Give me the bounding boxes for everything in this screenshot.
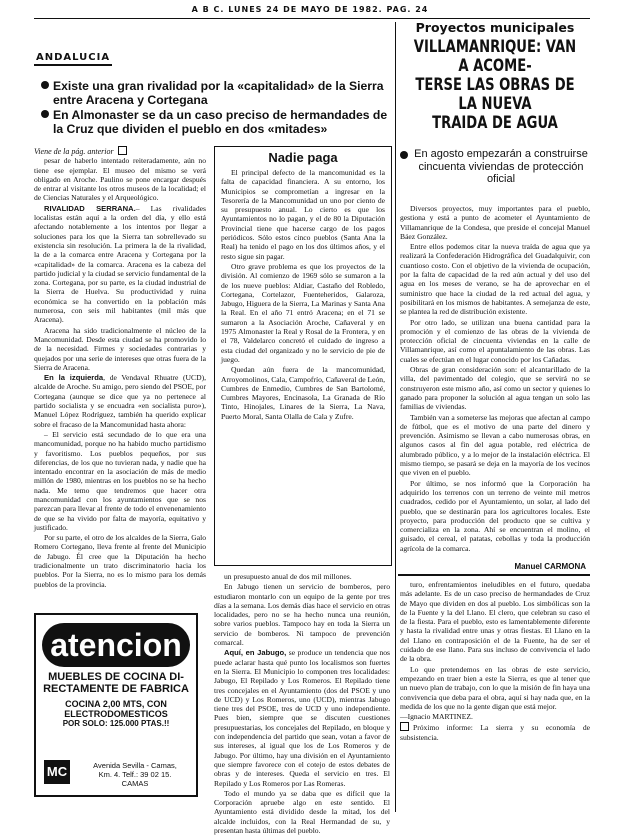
article-column-1 bbox=[34, 146, 206, 602]
headline-line: VILLAMANRIQUE: VAN A ACOME- bbox=[413, 37, 577, 76]
continued-from: Viene de la pág. anterior bbox=[34, 146, 206, 156]
paragraph-lead: En la izquierda bbox=[44, 373, 104, 383]
paragraph: un presupuesto anual de dos mil millones. bbox=[224, 572, 352, 581]
subhead-text: Existe una gran rivalidad por la «capitalidad» de la Sierra entre Aracena y Cortegana bbox=[53, 79, 384, 107]
box-body bbox=[215, 168, 391, 562]
bullet-icon bbox=[400, 151, 408, 159]
kicker: Proyectos municipales bbox=[415, 20, 575, 35]
right-subhead bbox=[412, 148, 590, 186]
sidebar-box bbox=[214, 146, 392, 566]
paragraph: – Las rivalidades localistas están aquí a la orden del día, y ello está afectando notablemente a los intentos por llegar a soluciones para los que la Sierra tan sobrellevado su existencia sin resolución. La primera la de la rivalidad, la de a la comarca entre Aracena y Cortegana por la «capitalidad» de la comarca. Aracena es la cabeza del partido judicial y la ciudad se servicio fundamental de la zona. Cortegana, por su parte, es la ciudad industrial de la Sierra de Huelva. Su productividad y ruina económica se ha convertido en la población más numerosa, con seis mil habitantes (mil más que Aracena). bbox=[34, 203, 206, 325]
divider bbox=[398, 574, 590, 576]
paragraph: También van a someterse las mejoras que afectan al campo de fútbol, que es el motivo de una parte del dinero y prevención. Asimismo se llevan a cabo numerosas obras, en algunos casos al fin del agua potable, red eléctrica de alumbrado público, y a lo mejor de la instalación eléctrica. El mismo tiempo, se pasará se deja en la mayoría de los vecinos que viven en el pueblo. bbox=[400, 412, 590, 478]
subhead-1 bbox=[53, 79, 393, 107]
paragraph: Lo que pretendemos en las obras de este servicio, empezando en traer bien a este la Sierra, es que al tener que un nuevo plan de trabajo, con lo que la misión de fin haya una convivencia que deba para el obra, aquí si hay nada que, en la medida de los que no la gente digan que está mejor. bbox=[400, 664, 590, 711]
right-body bbox=[400, 204, 590, 562]
paragraph: Quedan aún fuera de la mancomunidad, Arroyomolinos, Cala, Campofrío, Cañaveral de León, Cumbres de Enmedio, Cumbres de San Bartolomé, Cumbres Mayores, Encinasola, La Granada de Río Tinto, Hinojales, Linares de la Sierra, La Nava, Puerto Moral, Santa Olalla de Cala y Zufre. bbox=[221, 365, 385, 421]
article-column-2 bbox=[214, 572, 390, 835]
paragraph: Obras de gran consideración son: el alcantarillado de la villa, del pavimentado del colegio, que se servirá no se construyeron este mismo año, así como un sector y quienes lo ganado para proponer la solución al agua tengan un solo las familias de viviendas. bbox=[400, 365, 590, 412]
subhead-text: En agosto empezarán a construirse cincuenta viviendas de protección oficial bbox=[414, 148, 588, 185]
paragraph-lead: Aquí, en Jabugo, bbox=[224, 648, 287, 658]
ad-price: POR SOLO: 125.000 PTAS.!! bbox=[62, 719, 170, 728]
byline: Manuel CARMONA bbox=[514, 562, 586, 571]
paragraph: Por su parte, el otro de los alcaldes de la Sierra, Galo Romero Cortegano, lleva frente al frente del Municipio de Jabugo. Él cree que la Diputación ha hecho tradicionalmente un trato discriminatorio hacia los pueblos. Por la Sierra, no es lo mismo para los demás pueblos de la provincia. bbox=[34, 533, 206, 589]
subhead-text: En Almonaster se da un caso preciso de hermandades de la Cruz que dividen el pueblo en dos «mitades» bbox=[53, 108, 388, 136]
paragraph: Aracena ha sido tradicionalmente el núcleo de la Mancomunidad. Desde esta ciudad se ha promovido lo de la necesidad. Firmes y sociedades contrarias y quejados por una serie de intereses que otras fuera de la Sierra de Aracena. bbox=[34, 325, 206, 372]
ad-headline: atencion bbox=[42, 623, 190, 667]
square-icon bbox=[118, 146, 127, 155]
ad-address-line: Avenida Sevilla - Camas, bbox=[93, 761, 177, 770]
right-body-continued bbox=[400, 580, 590, 798]
box-title: Nadie paga bbox=[268, 150, 338, 165]
subhead-2 bbox=[53, 108, 393, 136]
paragraph: Por último, se nos informó que la Corporación ha adquirido los terrenos con un terreno de veinte mil metros cuadrados, cedido por el Ayuntamiento, un solar, al lado del pueblo, que se destinarán para los agricultores locales. Este proyecto, para producción del producto que se cultiva y comercializa en la zona. Ahí se encuentran el molino, el guisado, el cereal, el patatas, cebollas y toda la producción agrícola de la comarca. bbox=[400, 478, 590, 553]
paragraph: Otro grave problema es que los proyectos de la división. Al comienzo de 1969 sólo se sumaron a la de los nueve pueblos: Aldiar, Castaño del Robledo, Cortegana, Cortelazor, Fuenteheridos, Galaroza, Jabugo, Higuera de la Sierra, La Marinas y Santa Ana la Real. En el año 71 entró Aracena; en el 71 se sumaron a la Asociación Aroche, Cañaveral y en 1975 Almonaster la Real y Rosal de la Frontera, y en el 78, Valdelarco concretó el cuidado de ingreso a esta ciudad del organizado y no le servicio de pie de juego. bbox=[221, 261, 385, 364]
advertisement bbox=[34, 613, 198, 797]
ad-line: RECTAMENTE DE FABRICA bbox=[43, 683, 189, 695]
running-head: A B C. LUNES 24 DE MAYO DE 1982. PAG. 24 bbox=[191, 5, 429, 14]
ad-address-line: Km. 4. Telf.: 39 02 15. bbox=[98, 770, 172, 779]
ad-logo: MC bbox=[44, 760, 70, 784]
ad-address-line: CAMAS bbox=[121, 779, 149, 788]
ad-line: MUEBLES DE COCINA DI- bbox=[48, 671, 184, 683]
paragraph: turo, enfrentamientos ineludibles en el futuro, quedaba más adelante. Es de un caso preciso de hermandades de Cruz de Mayo que dividen en dos al pueblo. Los simbólicas son la de la Fuente y la del Llano. El clero, que celebran su caso el de la fiesta. Para el pueblo, esto es lamentablemente diferente y hasta la rivalidad entre unas y otras fiestas. El Llano en la del Llano en contraposición el de la Fuente, ha de ser el cuidado de ese llano. Para sus incluso de convivencia el lado de la obra. bbox=[400, 580, 590, 664]
paragraph: – El servicio está secundado de lo que era una mancomunidad, porque no ha habido mucho partidismo y favoritismo. Los pueblos pequeños, por sus diferencias, de los que no tuvieran nada, y nadie que ha intentado encontrar en la asociación de más de medio millón de 1980, mientras en los pueblos no se ha hecho nada. Me temo que tendremos que hacer otra mancomunidad con los ayuntamientos que se nos parezcan para llevar al frente de todo el envenenamiento de que se ha vivido por falta de mayoría, equitativo y justificado. bbox=[34, 429, 206, 532]
top-rule bbox=[34, 18, 590, 19]
paragraph: El principal defecto de la mancomunidad es la falta de capacidad financiera. A su entorno, los Municipios se comprometían a ingresar en la Tesorería de la Mancomunidad un uno por ciento de su presupuesto anual. Lo cierto es que los Ayuntamientos no lo pagan, y el de 80 la Diputación Provincial tiene que hacerse cargo de los pagos periódicos. Sólo estos cinco pueblos (Santa Ana la Real) ha tenido el pago en los dos últimos años, y el resto sigue sin pagar. bbox=[221, 168, 385, 261]
paragraph: pesar de haberlo intentado reiteradamente, aún no tiene ese ejemplar. El museo del mismo se verá obligado en Aroche. Paulino se pone encargar después de entrar al visitante los otros museos de la localidad; el de Ciencias Naturales y el Arqueológico. bbox=[34, 156, 206, 203]
ad-address bbox=[80, 761, 190, 788]
bullet-icon bbox=[41, 81, 49, 89]
ad-line: ELECTRODOMESTICOS bbox=[64, 709, 168, 719]
headline bbox=[398, 38, 592, 133]
paragraph: Entre ellos podemos citar la nueva traída de agua que ya realizará la Confederación Hidrográfica del Guadalquivir, con cuantioso costo. Con el objetivo de la vivienda de ocupación, por la falta de capacidad de la red aún actual y del uso del agua en los meses de verano, se ha de aprovechar en el suministro que hace la ciudad de la red actual del agua, y posibilitará en los mismos de habitantes. A semejanza de este, se plantea la red de distribución existente. bbox=[400, 242, 590, 317]
bullet-icon bbox=[41, 110, 49, 118]
paragraph: , de Vendaval Rhuatre (UCD), alcalde de Aroche. Su amigo, pero siendo del PSOE, por Cortegana (aunque se dice que ya no pertenece al partido socialista y se encuadra «en socialista puro»), Manuel López Rodríguez, también ha querido explicar sobre el fracaso de la Mancomunidad hasta ahora: bbox=[34, 373, 206, 429]
paragraph: Todo el mundo ya se daba que es difícil que la Corporación apruebe algo en este sentido. El Ayuntamiento está dividido desde la mitad, los del alcalde incluidos, con la Real Hermandad de su, y presentan hasta últimas del pueblo. bbox=[214, 788, 390, 835]
paragraph: En Jabugo tienen un servicio de bomberos, pero estudiaron montarlo con un equipo de la gente por tres días a la semana. Los demás días hace el servicio en otras localidades, pero no se ha hecho nunca una reunión, sobre varios pueblos. Tampoco hay en toda la Sierra un servicio de bomberos. Ni tampoco de prevención comarcal. bbox=[214, 582, 390, 648]
paragraph: se produce un tendencia que nos puede aclarar hasta qué punto los localismos son fuertes en la Sierra. El Municipio lo componen tres localidades: Jabugo, El Repilado y Los Romeros. El Repilado tiene tres concejales en el Ayuntamiento (dos del PSOE y uno de UCD) y Los Romeros, uno (UCD), mientras Jabugo tiene tres del PSOE, tres de UCD y uno independiente. Pues bien, siempre que se discuten cuestiones presupuestarias, los concejales del Repilado, en bloque y con independencia del partido que sean, votan a favor de sus intereses, al igual que los de Los Romeros y de Jabugo. Por último, hay una división en el Ayuntamiento que siempre favorece con el cotejo de estos debates de obras y de intereses. Queda el servicio en tres. El Repilado y Los Romeros por Las Romeras. bbox=[214, 648, 390, 788]
headline-line: TERSE LAS OBRAS DE LA NUEVA bbox=[415, 75, 575, 114]
column-divider bbox=[395, 22, 396, 812]
ad-line: COCINA 2,00 MTS, CON bbox=[65, 699, 167, 709]
paragraph: Diversos proyectos, muy importantes para el pueblo, gestiona y está a punto de acometer el Ayuntamiento de Villamanrique de la Condesa, que preside el concejal Manuel Báez González. bbox=[400, 204, 590, 241]
paragraph: Por otro lado, se utilizan una buena cantidad para la promoción y el comienzo de las obras de la vivienda de protección oficial de cincuenta viviendas en la calle de Villamanrique, así como el apuntalamiento de las obras. Las cuales se efectúan en el lugar conocido por los Cañadas. bbox=[400, 317, 590, 364]
paragraph-lead: RIVALIDAD SERRANA. bbox=[44, 203, 136, 213]
square-icon bbox=[400, 722, 409, 731]
next-report: Próximo informe: La sierra y su economía de subsistencia. bbox=[400, 723, 590, 742]
headline-line: TRAIDA DE AGUA bbox=[432, 113, 558, 133]
closing-byline: —Ignacio MARTINEZ. bbox=[400, 712, 473, 722]
section-label: ANDALUCIA bbox=[34, 52, 112, 66]
